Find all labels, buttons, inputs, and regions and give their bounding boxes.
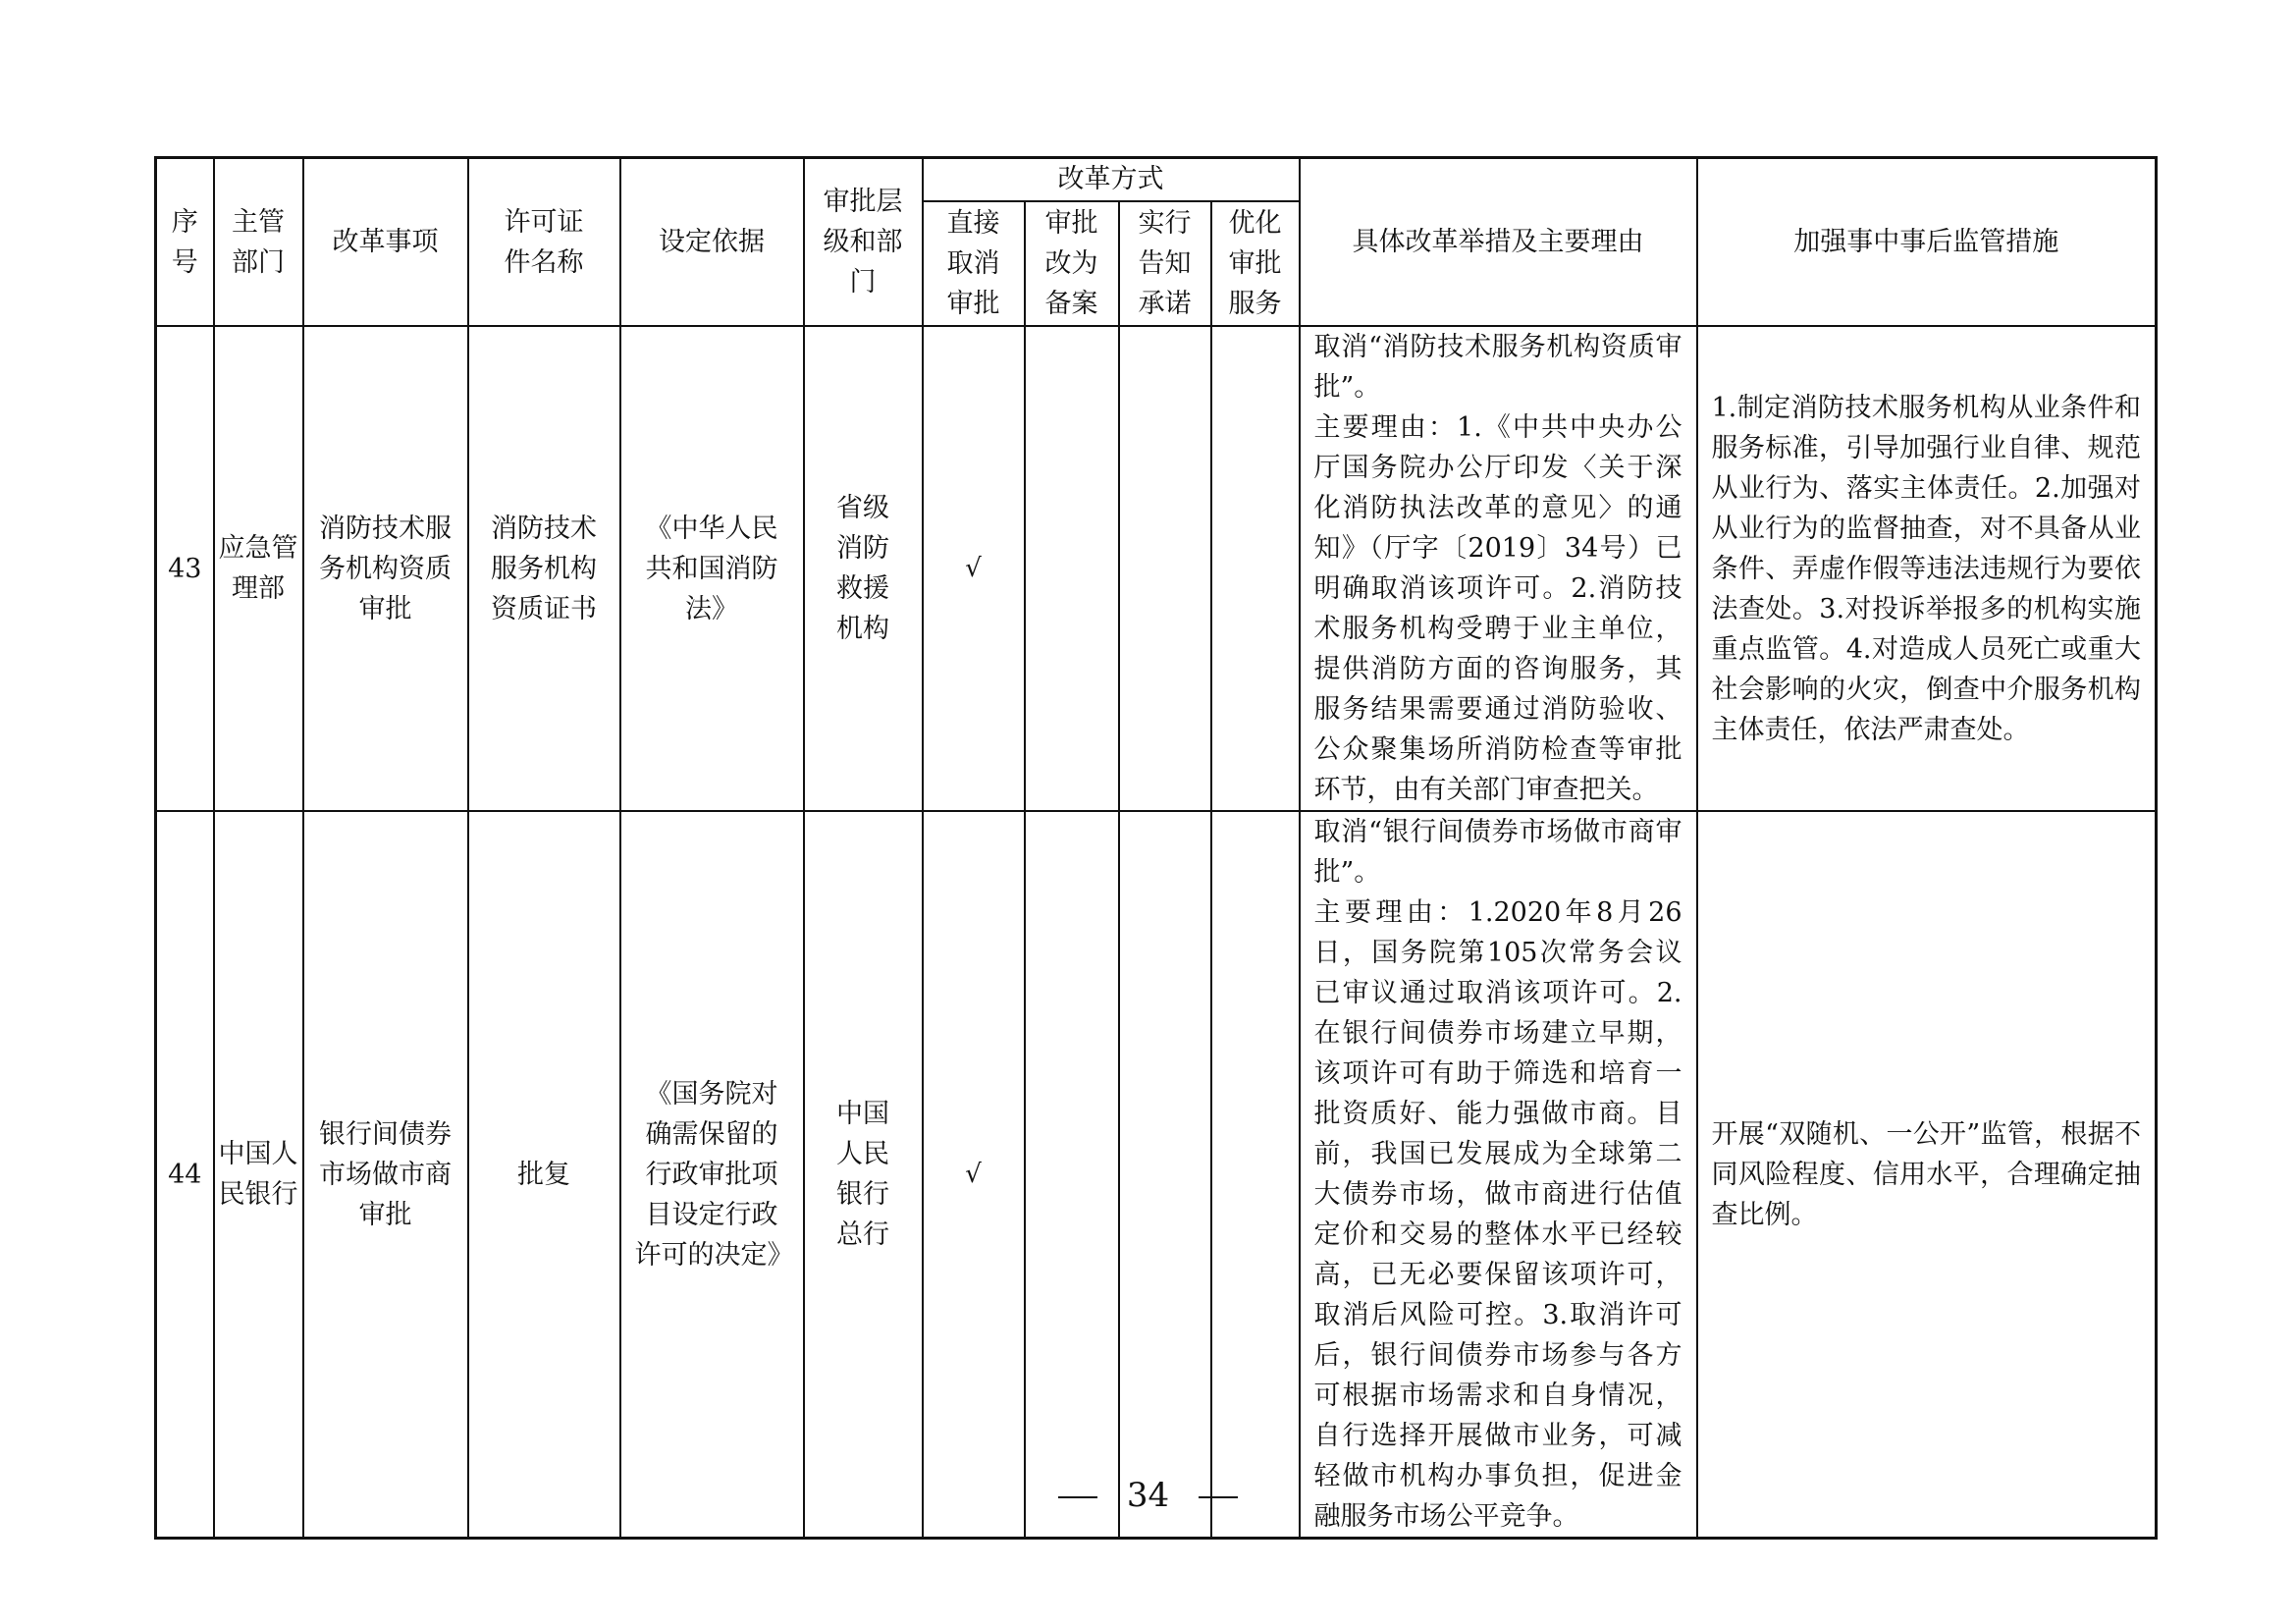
cell-mode-cancel <box>923 326 1025 811</box>
cell-mode-filing <box>1025 326 1119 811</box>
header-mode-optimize: 优化审批服务 <box>1211 201 1300 326</box>
page-footer <box>0 1471 2296 1520</box>
cell-license: 批复 <box>468 811 620 1539</box>
cell-measures <box>1300 326 1697 811</box>
measures-title: 取消“银行间债券市场做市商审批”。 <box>1313 817 1682 888</box>
checkmark-icon: √ <box>965 554 982 583</box>
measures-title: 取消“消防技术服务机构资质审批”。 <box>1313 332 1682 403</box>
cell-dept: 中国人民银行 <box>214 811 303 1539</box>
cell-license: 消防技术服务机构资质证书 <box>468 326 620 811</box>
header-level: 审批层级和部门 <box>804 158 923 327</box>
cell-mode-optimize <box>1211 811 1300 1539</box>
header-reform-mode: 改革方式 <box>923 158 1300 202</box>
measures-body: 主要理由：1.《中共中央办公厅国务院办公厅印发〈关于深化消防执法改革的意见〉的通知》（厅字〔2019〕34号）已明确取消该项许可。2.消防技术服务机构受聘于业主单位，提供消防方面的咨询服务，其服务结果需要通过消防验收、公众聚集场所消防检查等审批环节，由有关部门审查把关。 <box>1313 412 1682 805</box>
cell-item: 银行间债券市场做市商审批 <box>303 811 468 1539</box>
checkmark-icon: √ <box>965 1160 982 1189</box>
cell-seq: 43 <box>156 326 214 811</box>
cell-item: 消防技术服务机构资质审批 <box>303 326 468 811</box>
header-basis: 设定依据 <box>620 158 804 327</box>
header-mode-cancel: 直接取消审批 <box>923 201 1025 326</box>
cell-mode-filing <box>1025 811 1119 1539</box>
cell-basis: 《中华人民共和国消防法》 <box>620 326 804 811</box>
cell-measures <box>1300 811 1697 1539</box>
cell-seq: 44 <box>156 811 214 1539</box>
table-row <box>156 326 2157 811</box>
table-row <box>156 811 2157 1539</box>
header-license: 许可证件名称 <box>468 158 620 327</box>
cell-basis: 《国务院对确需保留的行政审批项目设定行政许可的决定》 <box>620 811 804 1539</box>
cell-supervision: 1.制定消防技术服务机构从业条件和服务标准，引导加强行业自律、规范从业行为、落实主体责任。2.加强对从业行为的监督抽查，对不具备从业条件、弄虚作假等违法违规行为要依法查处。3.对投诉举报多的机构实施重点监管。4.对造成人员死亡或重大社会影响的火灾，倒查中介服务机构主体责任，依法严肃查处。 <box>1697 326 2157 811</box>
reform-table <box>154 156 2158 1540</box>
cell-mode-optimize <box>1211 326 1300 811</box>
header-item: 改革事项 <box>303 158 468 327</box>
page-number: 34 <box>1126 1476 1170 1515</box>
header-seq: 序号 <box>156 158 214 327</box>
cell-mode-cancel <box>923 811 1025 1539</box>
cell-mode-notify <box>1119 326 1211 811</box>
footer-dash-right <box>1199 1496 1238 1498</box>
cell-dept: 应急管理部 <box>214 326 303 811</box>
footer-dash-left <box>1058 1496 1097 1498</box>
cell-level: 中国人民银行总行 <box>804 811 923 1539</box>
cell-level: 省级消防救援机构 <box>804 326 923 811</box>
header-supervision: 加强事中事后监管措施 <box>1697 158 2157 327</box>
header-measures: 具体改革举措及主要理由 <box>1300 158 1697 327</box>
cell-supervision: 开展“双随机、一公开”监管，根据不同风险程度、信用水平，合理确定抽查比例。 <box>1697 811 2157 1539</box>
measures-body: 主要理由：1.2020年8月26日，国务院第105次常务会议已审议通过取消该项许可。2.在银行间债券市场建立早期，该项许可有助于筛选和培育一批资质好、能力强做市商。目前，我国已发展成为全球第二大债券市场，做市商进行估值定价和交易的整体水平已经较高，已无必要保留该项许可，取消后风险可控。3.取消许可后，银行间债券市场参与各方可根据市场需求和自身情况，自行选择开展做市业务，可减轻做市机构办事负担，促进金融服务市场公平竞争。 <box>1313 897 1682 1532</box>
cell-mode-notify <box>1119 811 1211 1539</box>
header-mode-notify: 实行告知承诺 <box>1119 201 1211 326</box>
header-mode-filing: 审批改为备案 <box>1025 201 1119 326</box>
header-dept: 主管部门 <box>214 158 303 327</box>
